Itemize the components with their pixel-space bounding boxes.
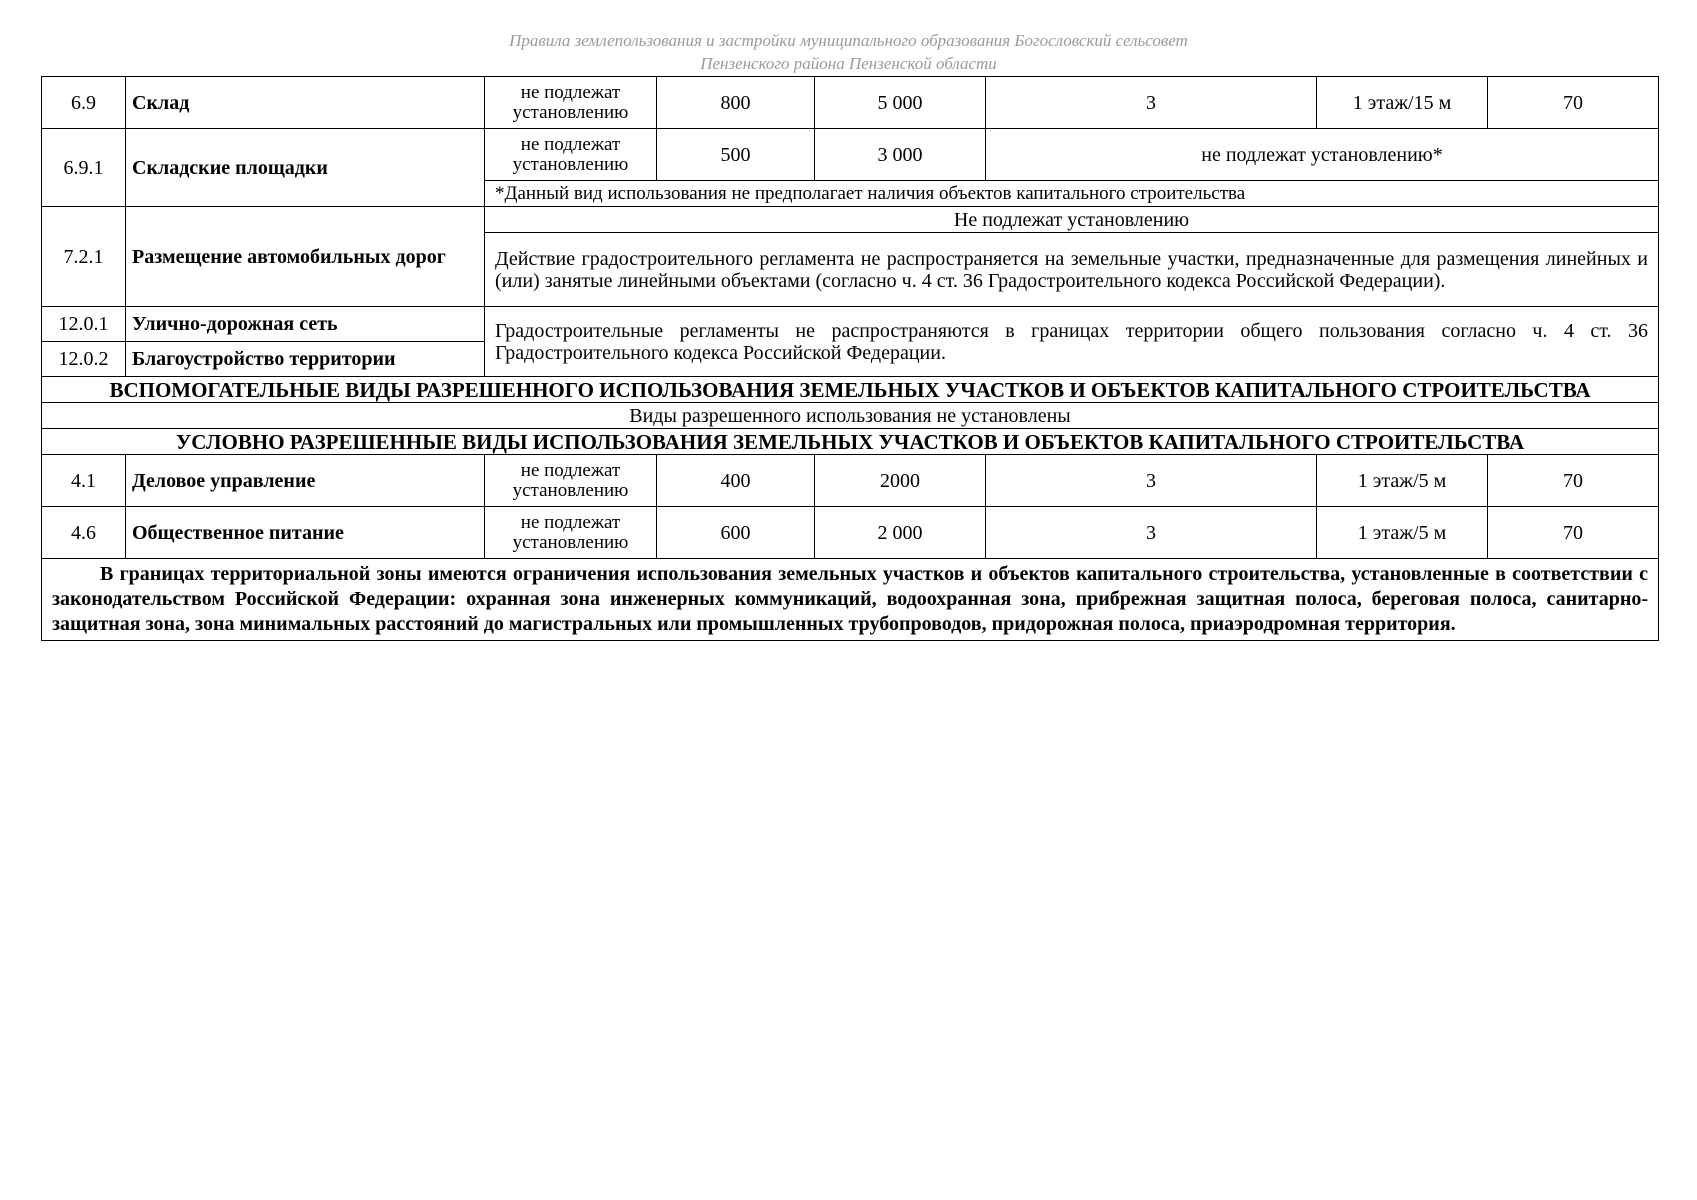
row-name: Размещение автомобильных дорог [126, 207, 485, 307]
row-code: 4.1 [42, 455, 126, 507]
row-name: Общественное питание [126, 507, 485, 559]
regulations-table [41, 76, 1659, 641]
row-floors: 3 [986, 507, 1317, 559]
restrictions-note: В границах территориальной зоны имеются ограничения использования земельных участков и объектов капитального строительства, установленные в соответствии с законодательством Российской Федерации: охранная зона инженерных коммуникаций, водоохранная зона, прибрежная защитная полоса, береговая полоса, санитарно-защитная зона, зона минимальных расстояний до магистральных или промышленных трубопроводов, придорожная полоса, приаэродромная территория. [42, 559, 1659, 641]
regulation-text: Градостроительные регламенты не распространяются в границах территории общего пользования согласно ч. 4 ст. 36 Градостроительного кодекса Российской Федерации. [485, 307, 1659, 377]
table-row [42, 207, 1659, 233]
row-code: 12.0.2 [42, 342, 126, 377]
section-header-row [42, 377, 1659, 403]
row-max-area: 3 000 [815, 129, 986, 181]
row-name: Благоустройство территории [126, 342, 485, 377]
row-name: Деловое управление [126, 455, 485, 507]
row-code: 12.0.1 [42, 307, 126, 342]
row-other-params: не подлежат установлению* [986, 129, 1659, 181]
section-header-row [42, 429, 1659, 455]
section-title-auxiliary: ВСПОМОГАТЕЛЬНЫЕ ВИДЫ РАЗРЕШЕННОГО ИСПОЛЬЗОВАНИЯ ЗЕМЕЛЬНЫХ УЧАСТКОВ И ОБЪЕКТОВ КАПИТАЛЬНОГО СТРОИТЕЛЬСТВА [42, 377, 1659, 403]
row-setback: 1 этаж/5 м [1317, 507, 1488, 559]
row-floors: 3 [986, 455, 1317, 507]
row-setback: 1 этаж/5 м [1317, 455, 1488, 507]
table-row [42, 129, 1659, 181]
row-min-size: не подлежат установлению [485, 507, 657, 559]
document-header-line-2: Пензенского района Пензенской области [700, 54, 997, 73]
row-min-size: не подлежат установлению [485, 129, 657, 181]
row-name: Склад [126, 77, 485, 129]
table-row [42, 403, 1659, 429]
row-min-size: не подлежат установлению [485, 455, 657, 507]
row-min-area: 500 [657, 129, 815, 181]
row-min-area: 600 [657, 507, 815, 559]
row-setback: 1 этаж/15 м [1317, 77, 1488, 129]
row-coverage: 70 [1488, 77, 1659, 129]
section-text-auxiliary: Виды разрешенного использования не установлены [42, 403, 1659, 429]
table-row [42, 307, 1659, 342]
table-row [42, 559, 1659, 641]
row-code: 7.2.1 [42, 207, 126, 307]
document-header-line-1: Правила землепользования и застройки муниципального образования Богословский сельсовет [509, 31, 1188, 50]
row-coverage: 70 [1488, 507, 1659, 559]
table-row [42, 77, 1659, 129]
regulation-text: Действие градостроительного регламента не распространяется на земельные участки, предназначенные для размещения линейных и (или) занятые линейными объектами (согласно ч. 4 ст. 36 Градостроительного кодекса Российской Федерации). [485, 233, 1659, 307]
row-min-area: 800 [657, 77, 815, 129]
row-max-area: 5 000 [815, 77, 986, 129]
row-min-size: не подлежат установлению [485, 77, 657, 129]
table-row [42, 455, 1659, 507]
row-max-area: 2000 [815, 455, 986, 507]
row-code: 4.6 [42, 507, 126, 559]
footnote: *Данный вид использования не предполагает наличия объектов капитального строительства [485, 181, 1659, 207]
row-name: Складские площадки [126, 129, 485, 207]
section-title-conditional: УСЛОВНО РАЗРЕШЕННЫЕ ВИДЫ ИСПОЛЬЗОВАНИЯ ЗЕМЕЛЬНЫХ УЧАСТКОВ И ОБЪЕКТОВ КАПИТАЛЬНОГО СТРОИТЕЛЬСТВА [42, 429, 1659, 455]
row-code: 6.9.1 [42, 129, 126, 207]
row-code: 6.9 [42, 77, 126, 129]
not-set-text: Не подлежат установлению [485, 207, 1659, 233]
row-floors: 3 [986, 77, 1317, 129]
row-coverage: 70 [1488, 455, 1659, 507]
table-row [42, 507, 1659, 559]
row-max-area: 2 000 [815, 507, 986, 559]
row-name: Улично-дорожная сеть [126, 307, 485, 342]
row-min-area: 400 [657, 455, 815, 507]
